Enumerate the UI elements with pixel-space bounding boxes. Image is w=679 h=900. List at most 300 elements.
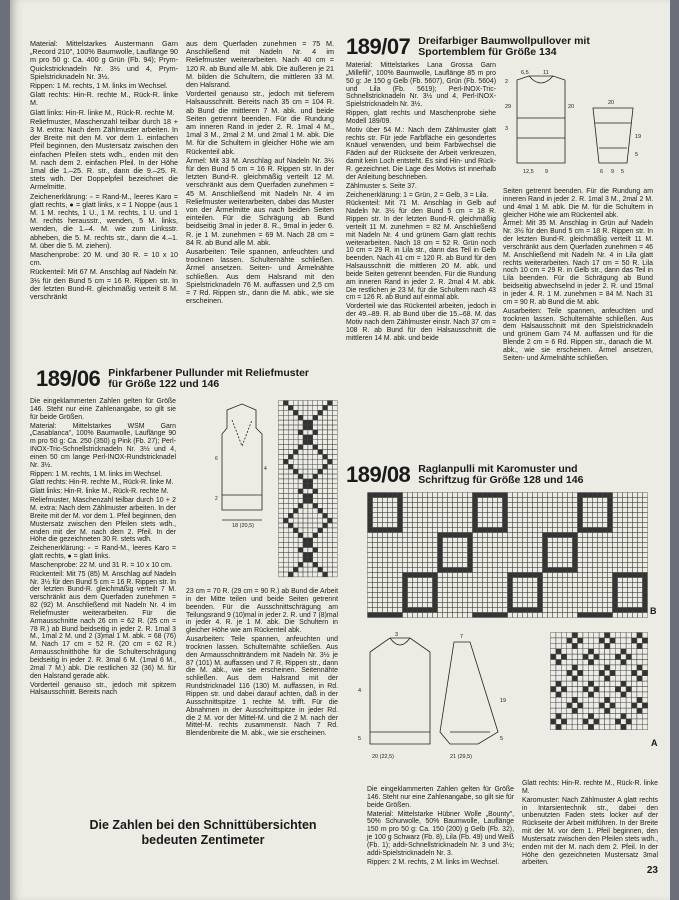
chart-cell [423,513,428,518]
chart-cell [323,499,328,504]
chart-cell [493,518,498,523]
chart-cell [438,528,443,533]
chart-cell [503,498,508,503]
chart-cell [398,493,403,498]
chart-cell [593,498,598,503]
chart-cell [603,613,608,618]
chart-cell [298,420,303,425]
chart-cell [323,503,328,508]
chart-cell [423,568,428,573]
chart-cell [615,665,620,670]
chart-cell [328,459,333,464]
chart-cell [328,557,333,562]
chart-cell [523,578,528,583]
chart-cell [583,697,588,702]
chart-cell [323,420,328,425]
chart-cell [423,553,428,558]
chart-cell [403,513,408,518]
chart-cell [533,558,538,563]
chart-cell [332,474,337,479]
chart-cell [398,498,403,503]
chart-cell [453,538,458,543]
chart-cell [568,548,573,553]
chart-cell [373,503,378,508]
chart-cell [553,493,558,498]
chart-cell [643,503,648,508]
chart-cell [551,660,556,665]
chart-cell [518,558,523,563]
chart-cell [283,469,288,474]
chart-cell [463,568,468,573]
chart-cell [463,513,468,518]
chart-cell [448,583,453,588]
chart-cell [508,598,513,603]
chart-cell [518,543,523,548]
chart-cell [478,613,483,618]
chart-cell [633,583,638,588]
chart-cell [303,572,308,577]
chart-cell [598,593,603,598]
chart-cell [573,568,578,573]
chart-cell [318,479,323,484]
chart-cell [332,572,337,577]
chart-cell [593,583,598,588]
chart-cell [593,563,598,568]
chart-cell [608,593,613,598]
dim-label: 21 (29,5) [450,754,473,760]
chart-cell [567,665,572,670]
chart-cell [583,654,588,659]
chart-cell [543,498,548,503]
chart-cell [573,608,578,613]
chart-cell [498,588,503,593]
chart-cell [308,405,313,410]
chart-cell [618,568,623,573]
chart-cell [313,523,318,528]
chart-cell [623,598,628,603]
chart-cell [413,528,418,533]
chart-cell [583,513,588,518]
chart-cell [383,583,388,588]
chart-cell [313,494,318,499]
chart-cell [313,557,318,562]
chart-cell [313,410,318,415]
chart-cell [538,498,543,503]
chart-cell [563,553,568,558]
chart-cell [568,528,573,533]
chart-cell [503,523,508,528]
chart-cell [403,538,408,543]
chart-cell [583,538,588,543]
chart-cell [443,593,448,598]
chart-cell [508,608,513,613]
chart-cell [293,401,298,406]
chart-cell [438,573,443,578]
chart-cell [588,649,593,654]
chart-cell [463,613,468,618]
chart-cell [513,543,518,548]
chart-cell [413,588,418,593]
chart-cell [508,518,513,523]
chart-cell [633,588,638,593]
chart-cell [288,464,293,469]
chart-cell [563,508,568,513]
chart-cell [568,498,573,503]
chart-cell [633,578,638,583]
chart-cell [403,548,408,553]
chart-cell [428,533,433,538]
chart-cell [418,538,423,543]
chart-cell [638,578,643,583]
chart-cell [538,493,543,498]
chart-cell [378,593,383,598]
chart-cell [558,533,563,538]
chart-cell [313,562,318,567]
chart-cell [288,405,293,410]
text-2: Ärmel: Mit 35 M. Anschlag in Grün auf Nadeln Nr. 3½ für den Bund 5 cm = 18 R. Rippen str. In der letzten Bund-R. gleichmäßig verteilt 11 M. verschränkt aus dem Querfaden zunehmen = 46 M. Anschließend mit Nadeln Nr. 4 in Lila glatt rechts weiterarbeiten. Nach 17 cm = 50 R. Lila noch 10 cm = 29 R. in Gelb str., dann das Teil in Lila beenden. Für die Schrägung ab Bund beidseitig abwechselnd in jeder 2. R. und 15mal in jeder 4. R. 1 M. zunehmen = 84 M. Nach 31 cm = 90 R. ab Bund die M. abk. [503,220,653,306]
chart-cell [413,578,418,583]
chart-cell [378,498,383,503]
chart-cell [605,643,610,648]
chart-cell [388,498,393,503]
chart-cell [568,523,573,528]
chart-cell [313,445,318,450]
chart-cell [478,528,483,533]
chart-cell [298,567,303,572]
chart-cell [603,498,608,503]
chart-cell [433,563,438,568]
chart-cell [378,543,383,548]
chart-cell [373,493,378,498]
chart-cell [548,553,553,558]
chart-cell [599,643,604,648]
chart-cell [303,479,308,484]
chart-cell [408,588,413,593]
chart-cell [493,613,498,618]
chart-cell [433,583,438,588]
chart-cell [388,493,393,498]
chart-cell [328,435,333,440]
chart-cell [293,543,298,548]
pattern-title: Pinkfarbener Pullunder mit Reliefmuster für Größe 122 und 146 [108,367,310,390]
chart-cell [488,558,493,563]
chart-cell [621,724,626,729]
chart-cell [583,638,588,643]
chart-cell [458,598,463,603]
chart-cell [632,665,637,670]
chart-cell [613,503,618,508]
chart-cell [403,593,408,598]
chart-cell [478,603,483,608]
chart-cell [448,518,453,523]
chart-cell [556,703,561,708]
chart-cell [593,613,598,618]
chart-cell [573,498,578,503]
chart-cell [493,538,498,543]
chart-cell [578,598,583,603]
chart-cell [508,563,513,568]
chart-cell [628,568,633,573]
chart-cell [603,493,608,498]
chart-cell [613,518,618,523]
chart-cell [553,588,558,593]
chart-cell [538,578,543,583]
chart-cell [463,518,468,523]
chart-cell [438,508,443,513]
chart-cell [368,593,373,598]
chart-cell [328,533,333,538]
chart-cell [583,603,588,608]
chart-cell [618,613,623,618]
chart-cell [523,603,528,608]
chart-cell [508,528,513,533]
chart-cell [518,568,523,573]
chart-cell [513,573,518,578]
chart-cell [288,572,293,577]
chart-cell [378,558,383,563]
chart-cell [453,548,458,553]
chart-cell [643,533,648,538]
chart-cell [488,578,493,583]
chart-cell [610,660,615,665]
chart-cell [498,528,503,533]
chart-cell [332,523,337,528]
chart-cell [618,508,623,513]
chart-cell [608,508,613,513]
chart-cell [478,588,483,593]
chart-cell [567,638,572,643]
chart-cell [423,503,428,508]
chart-cell [433,518,438,523]
chart-cell [328,543,333,548]
chart-cell [578,613,583,618]
dim-label: 7 [460,634,464,640]
text-1: Material: Mittelstarkes Lana Grossa Garn „Millefili", 100% Baumwolle, Lauflänge 85 m pro 50 g: Je 150 g Gelb (Fb. 5607), Grün (Fb. 5604) und Lila (Fb. 5619); Perl-INOX-Tric-Schnellstricknadeln Nr. 3½ und 4, Perl-INOX-Spielstricknadeln Nr. 3½. [346,62,496,109]
chart-cell [408,598,413,603]
chart-cell [293,533,298,538]
chart-cell [608,503,613,508]
chart-cell [610,665,615,670]
chart-cell [498,503,503,508]
chart-cell [488,498,493,503]
chart-cell [463,523,468,528]
chart-cell [608,523,613,528]
chart-cell [433,578,438,583]
chart-cell [453,573,458,578]
chart-cell [368,533,373,538]
chart-cell [613,553,618,558]
chart-cell [610,724,615,729]
chart-cell [578,578,583,583]
chart-cell [618,533,623,538]
chart-cell [598,603,603,608]
pattern-chart-a [550,632,650,732]
chart-cell [463,543,468,548]
chart-cell [605,654,610,659]
chart-cell [378,523,383,528]
chart-cell [568,603,573,608]
chart-cell [323,513,328,518]
chart-cell [438,543,443,548]
chart-cell [418,518,423,523]
chart-cell [551,724,556,729]
chart-cell [618,598,623,603]
chart-cell [638,533,643,538]
chart-cell [588,593,593,598]
chart-cell [313,528,318,533]
chart-cell [553,513,558,518]
chart-cell [603,578,608,583]
chart-cell [332,513,337,518]
chart-cell [556,633,561,638]
chart-cell [503,548,508,553]
chart-cell [332,484,337,489]
chart-cell [448,568,453,573]
chart-cell [318,430,323,435]
chart-cell [458,503,463,508]
chart-cell [403,598,408,603]
chart-cell [478,548,483,553]
chart-cell [568,508,573,513]
chart-cell [478,583,483,588]
chart-cell [448,533,453,538]
chart-cell [583,588,588,593]
chart-cell [533,493,538,498]
chart-cell [558,508,563,513]
chart-cell [508,493,513,498]
chart-cell [498,548,503,553]
chart-cell [632,670,637,675]
chart-cell [288,489,293,494]
chart-cell [373,553,378,558]
chart-b-label: B [650,606,657,616]
chart-cell [588,643,593,648]
chart-cell [638,553,643,558]
chart-cell [638,503,643,508]
chart-cell [561,638,566,643]
chart-cell [433,543,438,548]
chart-cell [578,583,583,588]
chart-cell [313,548,318,553]
text-1: Die eingeklammerten Zahlen gelten für Größe 146. Steht nur eine Zahlenangabe, so gilt sie für beide Größen. [30,398,176,421]
chart-cell [493,548,498,553]
chart-cell [523,493,528,498]
chart-cell [473,508,478,513]
chart-cell [615,714,620,719]
chart-cell [423,548,428,553]
chart-cell [288,401,293,406]
chart-cell [518,588,523,593]
chart-cell [618,493,623,498]
chart-cell [548,513,553,518]
chart-cell [388,583,393,588]
chart-cell [293,523,298,528]
chart-cell [573,573,578,578]
chart-cell [483,603,488,608]
chart-cell [605,681,610,686]
chart-cell [408,608,413,613]
chart-cell [423,563,428,568]
chart-cell [298,494,303,499]
chart-cell [413,613,418,618]
chart-cell [621,649,626,654]
chart-cell [468,503,473,508]
chart-cell [443,533,448,538]
chart-cell [332,503,337,508]
chart-cell [572,670,577,675]
chart-cell [428,588,433,593]
chart-cell [642,633,647,638]
chart-cell [483,533,488,538]
chart-cell [332,528,337,533]
chart-cell [383,598,388,603]
chart-cell [332,494,337,499]
chart-cell [433,588,438,593]
chart-cell [413,518,418,523]
chart-cell [618,518,623,523]
chart-cell [543,508,548,513]
chart-cell [561,633,566,638]
chart-cell [567,719,572,724]
chart-cell [313,435,318,440]
chart-cell [593,578,598,583]
chart-cell [615,719,620,724]
chart-cell [398,598,403,603]
chart-cell [628,503,633,508]
chart-cell [618,563,623,568]
chart-cell [388,513,393,518]
chart-cell [538,558,543,563]
chart-cell [523,563,528,568]
chart-cell [283,459,288,464]
chart-cell [518,608,523,613]
chart-cell [563,513,568,518]
maschenprobe-text: Maschenprobe: 20 M. und 30 R. = 10 x 10 cm. [30,250,178,268]
chart-cell [548,518,553,523]
chart-cell [642,708,647,713]
chart-cell [303,445,308,450]
chart-cell [543,533,548,538]
chart-cell [588,538,593,543]
chart-cell [578,603,583,608]
chart-cell [328,450,333,455]
chart-cell [638,608,643,613]
chart-cell [563,498,568,503]
chart-cell [308,499,313,504]
chart-cell [503,583,508,588]
chart-cell [308,538,313,543]
chart-cell [603,573,608,578]
chart-cell [323,543,328,548]
chart-cell [453,593,458,598]
chart-cell [493,533,498,538]
chart-cell [283,562,288,567]
chart-cell [293,450,298,455]
chart-cell [643,558,648,563]
chart-cell [588,638,593,643]
chart-cell [498,578,503,583]
chart-cell [478,543,483,548]
chart-cell [453,503,458,508]
chart-cell [628,613,633,618]
chart-cell [533,583,538,588]
chart-cell [568,558,573,563]
chart-cell [288,499,293,504]
chart-cell [483,598,488,603]
chart-cell [308,557,313,562]
chart-cell [543,553,548,558]
chart-cell [443,568,448,573]
